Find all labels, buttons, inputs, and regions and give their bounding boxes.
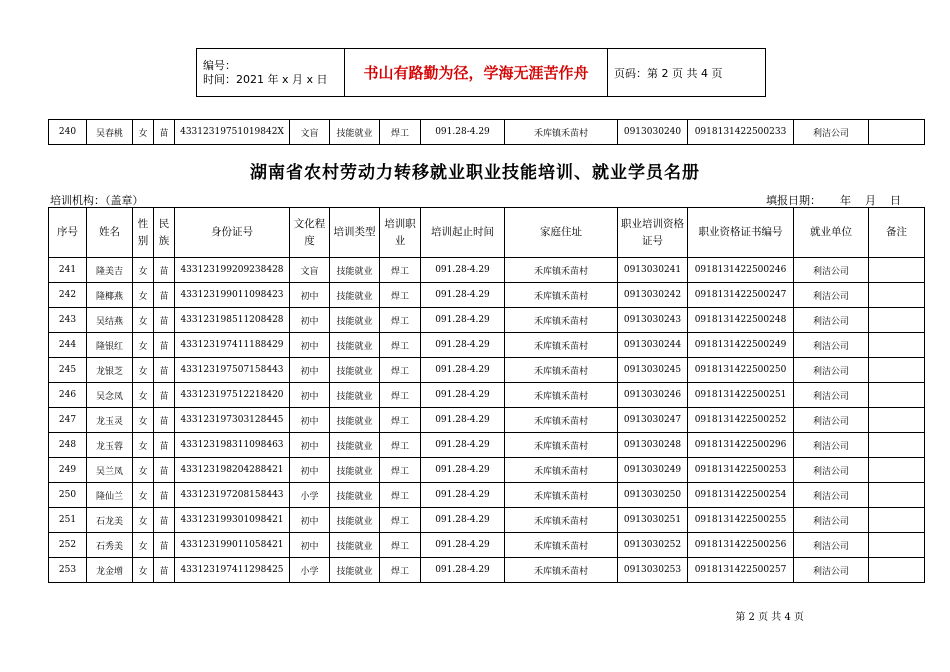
table-row	[49, 408, 925, 433]
table-cell: 0918131422500252	[688, 408, 794, 433]
table-cell: 0913030244	[618, 333, 688, 358]
table-cell: 女	[133, 533, 154, 558]
table-cell: 禾库镇禾苗村	[505, 283, 618, 308]
table-cell: 吴结燕	[87, 308, 133, 333]
table-cell: 0913030240	[618, 120, 688, 145]
table-cell: 242	[49, 283, 87, 308]
table-cell: 0918131422500257	[688, 558, 794, 583]
table-cell: 245	[49, 358, 87, 383]
table-cell	[869, 283, 925, 308]
table-cell: 吴念凤	[87, 383, 133, 408]
table-cell: 利洁公司	[794, 508, 869, 533]
table-cell: 焊工	[380, 458, 421, 483]
table-cell: 禾库镇禾苗村	[505, 258, 618, 283]
table-cell: 石龙美	[87, 508, 133, 533]
table-row	[49, 383, 925, 408]
table-cell: 焊工	[380, 258, 421, 283]
table-header-row	[49, 208, 925, 258]
column-header: 培训职业	[380, 208, 421, 258]
table-cell: 禾库镇禾苗村	[505, 383, 618, 408]
table-cell: 女	[133, 283, 154, 308]
table-cell: 初中	[290, 283, 330, 308]
table-cell	[869, 408, 925, 433]
table-row	[49, 458, 925, 483]
table-cell: 文盲	[290, 120, 330, 145]
table-cell: 利洁公司	[794, 433, 869, 458]
table-cell: 利洁公司	[794, 483, 869, 508]
table-cell: 433123199301098421	[175, 508, 290, 533]
page-title: 湖南省农村劳动力转移就业职业技能培训、就业学员名册	[250, 163, 700, 183]
table-cell: 0913030242	[618, 283, 688, 308]
table-cell: 433123197411188429	[175, 333, 290, 358]
table-cell: 利洁公司	[794, 358, 869, 383]
table-cell: 091.28-4.29	[421, 533, 505, 558]
table-cell: 苗	[154, 383, 175, 408]
table-cell: 0913030241	[618, 258, 688, 283]
table-cell: 技能就业	[330, 258, 380, 283]
table-cell: 隆仙兰	[87, 483, 133, 508]
table-cell	[869, 433, 925, 458]
table-cell: 苗	[154, 358, 175, 383]
table-cell: 禾库镇禾苗村	[505, 508, 618, 533]
table-cell: 禾库镇禾苗村	[505, 558, 618, 583]
date-parts: 年 月 日	[840, 194, 901, 207]
table-cell: 禾库镇禾苗村	[505, 120, 618, 145]
table-cell: 利洁公司	[794, 120, 869, 145]
page-info: 页码：第 2 页 共 4 页	[608, 49, 766, 97]
table-cell: 女	[133, 508, 154, 533]
column-header: 备注	[869, 208, 925, 258]
table-cell: 251	[49, 508, 87, 533]
table-cell: 焊工	[380, 283, 421, 308]
table-cell: 0918131422500249	[688, 333, 794, 358]
table-cell: 技能就业	[330, 483, 380, 508]
table-cell: 433123198511208428	[175, 308, 290, 333]
table-cell: 技能就业	[330, 558, 380, 583]
roster-table	[48, 207, 925, 583]
table-cell: 女	[133, 383, 154, 408]
header-code-time	[197, 49, 345, 97]
table-cell: 焊工	[380, 358, 421, 383]
table-cell: 苗	[154, 458, 175, 483]
table-cell: 0913030249	[618, 458, 688, 483]
table-cell: 女	[133, 483, 154, 508]
table-cell: 龙银芝	[87, 358, 133, 383]
table-cell: 焊工	[380, 333, 421, 358]
table-row	[49, 358, 925, 383]
table-cell	[869, 258, 925, 283]
table-cell: 女	[133, 358, 154, 383]
table-cell: 0918131422500250	[688, 358, 794, 383]
table-cell: 禾库镇禾苗村	[505, 483, 618, 508]
table-cell: 初中	[290, 383, 330, 408]
column-header: 身份证号	[175, 208, 290, 258]
table-cell: 女	[133, 308, 154, 333]
table-cell: 091.28-4.29	[421, 508, 505, 533]
table-cell: 250	[49, 483, 87, 508]
table-cell: 0913030246	[618, 383, 688, 408]
table-cell: 利洁公司	[794, 533, 869, 558]
table-cell: 小学	[290, 483, 330, 508]
table-cell: 0918131422500246	[688, 258, 794, 283]
table-cell: 091.28-4.29	[421, 120, 505, 145]
table-cell: 利洁公司	[794, 283, 869, 308]
table-cell: 焊工	[380, 508, 421, 533]
table-cell: 091.28-4.29	[421, 433, 505, 458]
table-cell: 091.28-4.29	[421, 458, 505, 483]
column-header: 职业资格证书编号	[688, 208, 794, 258]
table-cell: 利洁公司	[794, 458, 869, 483]
table-cell: 女	[133, 333, 154, 358]
time-text: 时间：2021 年 x 月 x 日	[203, 72, 328, 86]
table-cell: 文盲	[290, 258, 330, 283]
table-cell: 初中	[290, 408, 330, 433]
table-cell: 苗	[154, 308, 175, 333]
table-cell: 技能就业	[330, 533, 380, 558]
table-cell: 焊工	[380, 120, 421, 145]
table-cell: 龙金增	[87, 558, 133, 583]
column-header: 就业单位	[794, 208, 869, 258]
table-cell: 433123197512218420	[175, 383, 290, 408]
table-row	[49, 333, 925, 358]
table-cell: 苗	[154, 258, 175, 283]
table-cell: 初中	[290, 508, 330, 533]
table-cell: 龙玉灵	[87, 408, 133, 433]
column-header: 民族	[154, 208, 175, 258]
table-cell: 0913030251	[618, 508, 688, 533]
table-row	[49, 308, 925, 333]
table-cell: 女	[133, 408, 154, 433]
table-cell: 初中	[290, 458, 330, 483]
table-cell	[869, 533, 925, 558]
table-cell: 苗	[154, 483, 175, 508]
table-cell: 433123199011058421	[175, 533, 290, 558]
table-cell: 0913030247	[618, 408, 688, 433]
table-cell: 技能就业	[330, 308, 380, 333]
table-cell: 433123198311098463	[175, 433, 290, 458]
table-cell	[869, 358, 925, 383]
table-cell: 091.28-4.29	[421, 258, 505, 283]
table-cell: 253	[49, 558, 87, 583]
table-cell: 禾库镇禾苗村	[505, 533, 618, 558]
table-cell: 初中	[290, 433, 330, 458]
table-cell: 利洁公司	[794, 558, 869, 583]
table-cell: 苗	[154, 558, 175, 583]
page-footer: 第 2 页 共 4 页	[735, 612, 804, 623]
table-cell: 禾库镇禾苗村	[505, 308, 618, 333]
document-header	[196, 48, 766, 97]
table-cell: 241	[49, 258, 87, 283]
table-cell: 技能就业	[330, 120, 380, 145]
org-label: 培训机构：（盖章）	[50, 194, 144, 207]
column-header: 家庭住址	[505, 208, 618, 258]
table-cell: 244	[49, 333, 87, 358]
table-cell: 433123199011098423	[175, 283, 290, 308]
table-cell: 焊工	[380, 483, 421, 508]
table-cell: 禾库镇禾苗村	[505, 333, 618, 358]
table-cell	[869, 483, 925, 508]
column-header: 培训起止时间	[421, 208, 505, 258]
column-header: 文化程度	[290, 208, 330, 258]
table-cell: 0918131422500256	[688, 533, 794, 558]
table-cell	[869, 333, 925, 358]
table-cell: 091.28-4.29	[421, 483, 505, 508]
table-cell: 女	[133, 458, 154, 483]
table-cell: 技能就业	[330, 508, 380, 533]
table-cell: 技能就业	[330, 433, 380, 458]
table-cell: 091.28-4.29	[421, 308, 505, 333]
table-cell: 0913030252	[618, 533, 688, 558]
column-header: 培训类型	[330, 208, 380, 258]
table-row	[49, 283, 925, 308]
table-row	[49, 258, 925, 283]
table-cell: 禾库镇禾苗村	[505, 433, 618, 458]
table-row	[49, 483, 925, 508]
table-cell: 禾库镇禾苗村	[505, 358, 618, 383]
table-cell: 091.28-4.29	[421, 408, 505, 433]
table-cell: 0918131422500296	[688, 433, 794, 458]
table-cell: 利洁公司	[794, 408, 869, 433]
continued-row-table	[48, 119, 925, 145]
table-cell: 龙玉蓉	[87, 433, 133, 458]
table-cell: 0913030243	[618, 308, 688, 333]
table-cell: 女	[133, 258, 154, 283]
table-cell: 初中	[290, 308, 330, 333]
table-cell: 247	[49, 408, 87, 433]
table-cell: 利洁公司	[794, 258, 869, 283]
table-cell: 禾库镇禾苗村	[505, 408, 618, 433]
table-cell: 246	[49, 383, 87, 408]
table-cell: 0918131422500254	[688, 483, 794, 508]
table-cell: 焊工	[380, 308, 421, 333]
table-cell: 苗	[154, 433, 175, 458]
table-cell: 苗	[154, 533, 175, 558]
table-cell: 091.28-4.29	[421, 558, 505, 583]
table-cell: 0918131422500248	[688, 308, 794, 333]
table-cell: 女	[133, 433, 154, 458]
table-cell	[869, 383, 925, 408]
table-cell: 苗	[154, 283, 175, 308]
table-cell: 0918131422500233	[688, 120, 794, 145]
table-cell: 243	[49, 308, 87, 333]
table-cell: 技能就业	[330, 283, 380, 308]
table-cell: 091.28-4.29	[421, 283, 505, 308]
table-cell: 吴兰凤	[87, 458, 133, 483]
table-row	[49, 120, 925, 145]
table-cell: 433123197411298425	[175, 558, 290, 583]
table-cell: 091.28-4.29	[421, 358, 505, 383]
motto: 书山有路勤为径，学海无涯苦作舟	[345, 49, 608, 97]
table-cell: 苗	[154, 120, 175, 145]
table-cell: 禾库镇禾苗村	[505, 458, 618, 483]
table-cell: 利洁公司	[794, 383, 869, 408]
column-header: 姓名	[87, 208, 133, 258]
table-cell: 初中	[290, 533, 330, 558]
table-cell: 0913030248	[618, 433, 688, 458]
table-cell	[869, 558, 925, 583]
code-label: 编号：	[203, 58, 236, 72]
table-row	[49, 508, 925, 533]
table-cell: 0918131422500247	[688, 283, 794, 308]
table-cell: 隆美吉	[87, 258, 133, 283]
table-cell: 433123197303128445	[175, 408, 290, 433]
table-cell: 技能就业	[330, 458, 380, 483]
table-cell: 利洁公司	[794, 308, 869, 333]
table-cell: 0918131422500255	[688, 508, 794, 533]
table-cell: 433123197507158443	[175, 358, 290, 383]
table-cell: 0918131422500251	[688, 383, 794, 408]
table-cell: 249	[49, 458, 87, 483]
table-cell: 石秀美	[87, 533, 133, 558]
table-cell: 091.28-4.29	[421, 383, 505, 408]
table-cell: 240	[49, 120, 87, 145]
table-cell: 女	[133, 558, 154, 583]
column-header: 职业培训资格证号	[618, 208, 688, 258]
table-cell: 焊工	[380, 533, 421, 558]
table-cell: 0913030245	[618, 358, 688, 383]
table-row	[49, 533, 925, 558]
table-cell: 焊工	[380, 433, 421, 458]
table-row	[49, 433, 925, 458]
table-cell: 248	[49, 433, 87, 458]
table-cell: 小学	[290, 558, 330, 583]
table-cell: 利洁公司	[794, 333, 869, 358]
table-cell: 焊工	[380, 408, 421, 433]
table-row	[49, 558, 925, 583]
table-cell: 0918131422500253	[688, 458, 794, 483]
table-cell: 433123198204288421	[175, 458, 290, 483]
table-cell: 0913030250	[618, 483, 688, 508]
table-cell: 初中	[290, 358, 330, 383]
table-cell: 433123199209238428	[175, 258, 290, 283]
table-cell	[869, 508, 925, 533]
table-cell: 0913030253	[618, 558, 688, 583]
table-cell: 女	[133, 120, 154, 145]
table-cell: 苗	[154, 333, 175, 358]
table-cell: 技能就业	[330, 383, 380, 408]
table-cell	[869, 308, 925, 333]
table-cell: 吴春桃	[87, 120, 133, 145]
table-cell: 初中	[290, 333, 330, 358]
table-cell: 焊工	[380, 383, 421, 408]
table-cell: 隆银红	[87, 333, 133, 358]
table-cell: 苗	[154, 408, 175, 433]
table-cell	[869, 120, 925, 145]
table-cell: 苗	[154, 508, 175, 533]
table-cell: 隆椰燕	[87, 283, 133, 308]
table-cell: 43312319751019842X	[175, 120, 290, 145]
table-cell: 技能就业	[330, 358, 380, 383]
table-cell	[869, 458, 925, 483]
table-cell: 技能就业	[330, 408, 380, 433]
table-cell: 焊工	[380, 558, 421, 583]
column-header: 序号	[49, 208, 87, 258]
date-label: 填报日期：	[766, 194, 821, 207]
column-header: 性别	[133, 208, 154, 258]
table-cell: 技能就业	[330, 333, 380, 358]
table-cell: 433123197208158443	[175, 483, 290, 508]
table-cell: 091.28-4.29	[421, 333, 505, 358]
table-cell: 252	[49, 533, 87, 558]
